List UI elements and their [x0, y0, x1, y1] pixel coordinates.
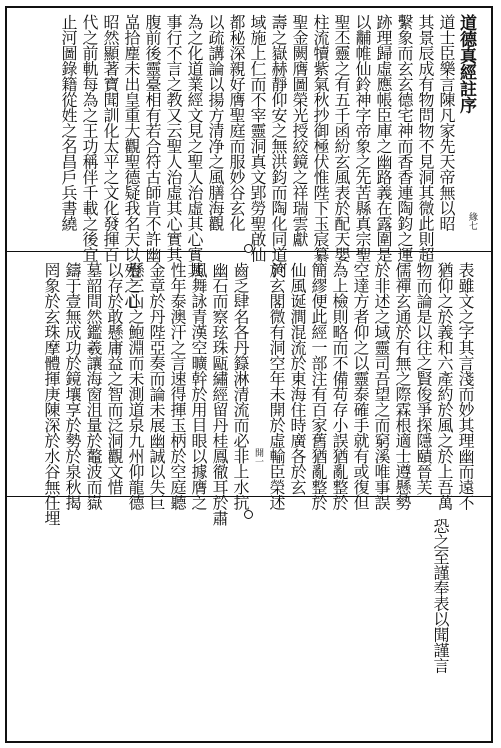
- volume-marker: 緣七: [467, 212, 477, 230]
- text-column: 以黼帷仙鈴神字帝象之先苦縣真宗聖: [353, 14, 372, 262]
- text-column: 於非述之域靈司吾望之而窮溪唯事誤: [372, 262, 391, 510]
- text-column: 道士臣樂言陳凡家先天帝無以昭: [437, 14, 456, 231]
- text-column: 聖丕靈之有五千函紛玄風表於配天嬰: [332, 14, 351, 262]
- text-column: 都秘深親好膺聖庭而服妙谷玄化: [227, 14, 246, 231]
- text-column: 墓韶間然鑑羲讓海窗沮量於鼇波而嶽: [84, 262, 103, 510]
- text-column: 事行不言之教又云聖人治虛其心實其: [164, 14, 183, 262]
- text-column: 性年泰澳汗之言速得揮玉柄於空庭聽: [168, 262, 187, 510]
- text-column: 表雖文之字其言淺而妙其理幽而遠不: [456, 262, 475, 510]
- document-title: 道德真經註序: [456, 14, 476, 113]
- binding-hole-icon: [244, 510, 253, 519]
- text-column: 儒禪玄通於有無之際霖根適士遵懸勢: [393, 262, 412, 510]
- text-column: 金章於丹陛亞奏而論未展幽誠以失巨: [147, 262, 166, 510]
- text-column: 聖金闕膺圖榮光授絞鏡之祥瑞雲獻: [290, 14, 309, 247]
- text-column: 懸三山之鮑淵而未測道泉九州仰龍德: [126, 262, 145, 510]
- text-column: 於玄閣微有洞空年未開於虛輸臣榮述: [267, 262, 286, 510]
- text-column: 物而論是以往之賢俊爭探隱賾晉芙: [414, 262, 433, 495]
- text-column: 代之前軌每為之王功稱伴千載之後宜: [80, 14, 99, 262]
- text-column: 為之化道業經文見之聖人治虛其心實其: [185, 14, 204, 278]
- text-column: 空達方者仰之以靈泰確手就有或復但: [351, 262, 370, 510]
- text-column: 仙風诞澗混流於東海住時廣各於玄: [288, 262, 307, 495]
- text-column: 猶仰之於義和六產約於風之於上吾萬: [435, 262, 454, 510]
- text-column: 簡繆便此經一部注有百家舊猶亂整於: [309, 262, 328, 510]
- text-column: 以疏講論以揚方清净之風膳海觀: [206, 14, 225, 231]
- text-column: 鑄于壹無成功於鏡壤享於勢於泉秋揭: [63, 262, 82, 510]
- text-column: 以存於敢懸庸益之智而泛洞觀文惜: [105, 262, 124, 495]
- text-column: 腹前後靈臺相有若合符古師肯不許幽: [143, 14, 162, 262]
- text-column: 其景辰成有物問物不見洞其微此則超: [416, 14, 435, 262]
- text-column: 跡理歸虛應帳臣庫之幽路義在露圍是: [374, 14, 393, 262]
- text-column: 罔象於玄珠摩體揮庚陳深於水谷無任埋: [42, 262, 61, 526]
- text-column: 恐之至謹奉表以聞謹言: [431, 518, 450, 673]
- text-column: 風舞詠青漢空曠幹於用目眼以據膺之: [189, 262, 208, 510]
- text-column: 壽之嶽赫靜仰安之無洪鈞而陶化同道河: [269, 14, 288, 278]
- text-column: 幽石而察玹珠甌繡經留丹桂鳳徹耳於肅: [210, 262, 229, 526]
- text-column: 昭然顯著寶聞訓化太平之文化發揮百: [101, 14, 120, 262]
- volume-marker: 開一: [253, 448, 263, 466]
- text-column: 域施上仁而不宰靈洞真文郢勞聖啟仙: [248, 14, 267, 262]
- text-column: 嵓拾塵未出皇重大觀聖德疑我名天以殆之心: [122, 14, 141, 309]
- text-column: 柱流犢紫氣秋抄御極伏惟陛下玉宸纂: [311, 14, 330, 262]
- text-column: 為上檢則略而不備苟存小誤猶亂整於: [330, 262, 349, 510]
- text-column: 止河圖錄籍從姓之名昌戶兵書繞: [59, 14, 78, 231]
- text-column: 齒乏肆名各丹籙淋清流而必非上水抗: [231, 262, 250, 510]
- text-column: 繫象而玄玄德宅神而香香連陶鈞之運: [395, 14, 414, 262]
